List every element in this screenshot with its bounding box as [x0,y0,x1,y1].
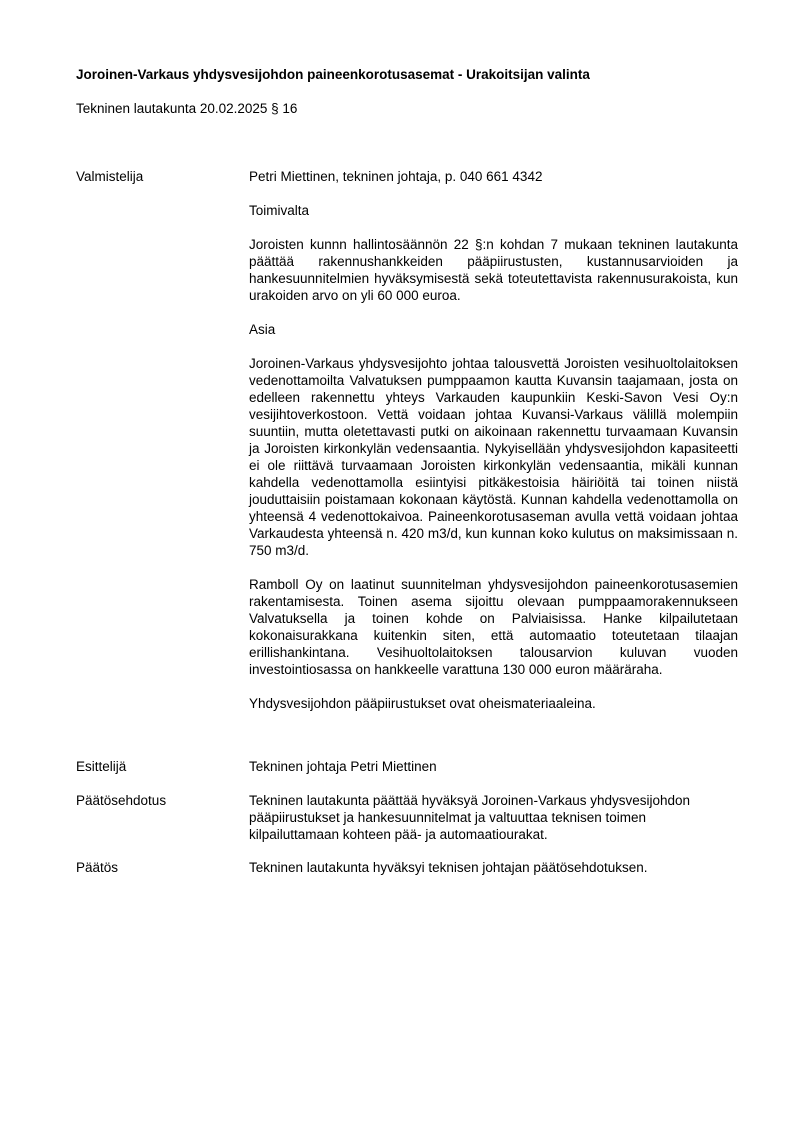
asia-heading: Asia [249,322,276,337]
toimivalta-paragraph: Joroisten kunnn hallintosäännön 22 §:n kohdan 7 mukaan tekninen lautakunta päättää rakennushankkeiden pääpiirustusten, kustannusarvioiden ja hankesuunnitelmien hyväksymisestä sekä toteutettavista rakennusurakoista, kun urakoiden arvo on yli 60 000 euroa. [249,237,738,303]
meeting-reference: Tekninen lautakunta 20.02.2025 § 16 [76,101,298,116]
section-content-valmistelija [249,168,738,729]
asia-paragraph-2: Ramboll Oy on laatinut suunnitelman yhdysvesijohdon paineenkorotusasemien rakentamisesta. Toinen asema sijoittu olevaan pumppaamorakennukseen Valvatuksella ja toinen kohde on Palviaisissa. Hanke kilpailutetaan kokonaisurakkana kuitenkin siten, että automaatio toteutetaan tilaajan erillishankintana. Vesihuoltolaitoksen talousarvion kuluvan vuoden investointiosassa on hankkeelle varattuna 130 000 euron määräraha. [249,577,738,677]
asia-paragraph-1: Joroinen-Varkaus yhdysvesijohto johtaa talousvettä Joroisten vesihuoltolaitoksen vedenottamoilta Valvatuksen pumppaamon kautta Kuvansin taajamaan, josta on edelleen rakennettu yhteys Varkauden kaupunkiin Keski-Savon Vesi Oy:n vesijihtoverkostoon. Vettä voidaan johtaa Kuvansi-Varkaus välillä molempiin suuntiin, mutta oletettavasti putki on aikoinaan rakennettu turvaamaan Kuvansin ja Joroisten kirkonkylän vedensaantia. Nykyisellään yhdysvesijohdon kapasiteetti ei ole riittävä turvaamaan Joroisten kirkonkylän vedensaantia, mikäli kunnan kahdella vedenottamolla esiintyisi pitkäkestoisia häiriöitä tai toinen niistä jouduttaisiin poistamaan kokonaan käytöstä. Kunnan kahdella vedenottamolla on yhteensä 4 vedenottokaivoa. Paineenkorotusaseman avulla vettä voidaan johtaa Varkaudesta yhteensä n. 420 m3/d, kun kunnan koko kulutus on maksimissaan n. 750 m3/d. [249,356,738,558]
section-content-esittelija: Tekninen johtaja Petri Miettinen [249,759,437,774]
section-label-paatos: Päätös [76,860,119,875]
section-content-paatosehdotus: Tekninen lautakunta päättää hyväksyä Joroinen-Varkaus yhdysvesijohdon pääpiirustukset ja hankesuunnitelmat ja valtuuttaa teknisen toimen kilpailuttamaan kohteen pää- ja automaatiourakat. [249,793,691,842]
section-label-esittelija: Esittelijä [76,759,127,774]
asia-paragraph-3: Yhdysvesijohdon pääpiirustukset ovat oheismateriaaleina. [249,696,596,711]
section-label-paatosehdotus: Päätösehdotus [76,793,167,808]
document-title: Joroinen-Varkaus yhdysvesijohdon paineenkorotusasemat - Urakoitsijan valinta [76,67,590,82]
section-label-valmistelija: Valmistelija [76,169,144,184]
toimivalta-heading: Toimivalta [249,203,310,218]
preparer-info: Petri Miettinen, tekninen johtaja, p. 040 661 4342 [249,169,543,184]
section-content-paatos: Tekninen lautakunta hyväksyi teknisen johtajan päätösehdotuksen. [249,860,648,875]
